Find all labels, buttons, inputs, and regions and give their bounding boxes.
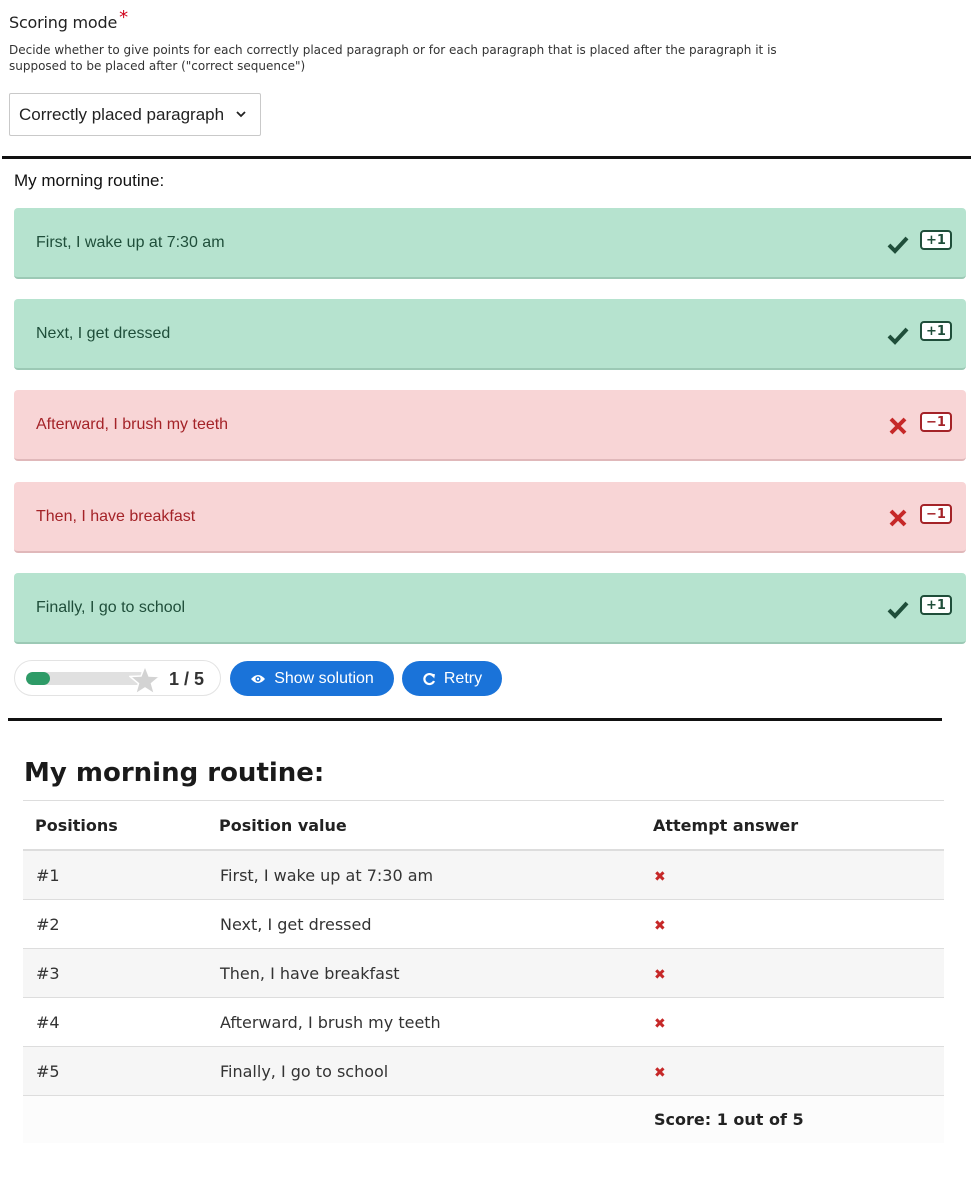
score-badge: +1 [920,321,952,341]
task-title: My morning routine: [14,171,165,190]
paragraph-item[interactable] [14,208,966,279]
cross-icon: ✖ [654,1064,666,1081]
position-cell: #1 [23,850,207,900]
paragraph-item[interactable] [14,390,966,461]
paragraph-text: Afterward, I brush my teeth [36,415,229,433]
table-header-row [23,801,944,851]
paragraph-item[interactable] [14,299,966,370]
checkmark-icon [887,234,909,254]
chevron-down-icon [234,107,248,121]
paragraph-item[interactable] [14,482,966,553]
position-cell: #3 [23,949,207,998]
position-value-cell: Next, I get dressed [207,900,641,949]
table-row [23,850,944,900]
position-value-cell: Then, I have breakfast [207,949,641,998]
progress-fill [26,672,50,685]
table-row [23,900,944,949]
paragraph-text: Finally, I go to school [36,598,186,616]
score-badge: −1 [920,412,952,432]
section-divider [2,156,971,159]
retry-button[interactable] [402,661,502,696]
cross-icon [887,508,909,528]
retry-icon [422,672,436,686]
cross-icon: ✖ [654,1015,666,1032]
attempt-answer-cell [641,949,944,998]
position-cell: #5 [23,1047,207,1096]
show-solution-label: Show solution [274,669,374,687]
attempt-answer-cell [641,850,944,900]
table-row [23,998,944,1047]
cross-icon: ✖ [654,917,666,934]
report-title: My morning routine: [24,758,325,788]
score-badge: −1 [920,504,952,524]
cross-icon [887,416,909,436]
checkmark-icon [887,599,909,619]
checkmark-icon [887,325,909,345]
cross-icon: ✖ [654,966,666,983]
score-text: 1 / 5 [169,669,205,689]
scoring-mode-select[interactable] [9,93,261,136]
section-divider [8,718,942,721]
attempt-answer-cell [641,998,944,1047]
eye-icon [250,673,266,685]
scoring-mode-selected-value: Correctly placed paragraph [19,104,225,124]
retry-label: Retry [443,669,483,687]
scoring-mode-field [9,7,849,124]
position-value-cell: Afterward, I brush my teeth [207,998,641,1047]
score-badge: +1 [920,595,952,615]
position-cell: #4 [23,998,207,1047]
paragraph-item[interactable] [14,573,966,644]
show-solution-button[interactable] [230,661,394,696]
progress-track [26,672,146,685]
star-icon [129,665,161,695]
scoring-mode-label-text: Scoring mode [9,13,118,32]
column-header-position-value: Position value [207,801,641,851]
table-footer-row [23,1096,944,1144]
position-value-cell: Finally, I go to school [207,1047,641,1096]
position-value-cell: First, I wake up at 7:30 am [207,850,641,900]
attempt-answer-cell [641,900,944,949]
attempt-answer-cell [641,1047,944,1096]
position-cell: #2 [23,900,207,949]
paragraph-text: Then, I have breakfast [36,507,196,525]
required-asterisk: * [119,7,128,28]
footer-empty-cell [207,1096,641,1144]
score-bar [14,660,221,696]
score-badge: +1 [920,230,952,250]
footer-empty-cell [23,1096,207,1144]
report-score: Score: 1 out of 5 [641,1096,944,1144]
paragraph-text: First, I wake up at 7:30 am [36,233,225,251]
table-row [23,1047,944,1096]
report-table [23,800,944,1143]
paragraph-text: Next, I get dressed [36,324,171,342]
table-row [23,949,944,998]
scoring-mode-label [9,7,849,33]
column-header-attempt-answer: Attempt answer [641,801,944,851]
scoring-mode-description: Decide whether to give points for each correctly placed paragraph or for each paragraph that is placed after the paragraph it is supposed to be placed after ("correct sequence") [9,43,777,73]
column-header-positions: Positions [23,801,207,851]
cross-icon: ✖ [654,868,666,885]
